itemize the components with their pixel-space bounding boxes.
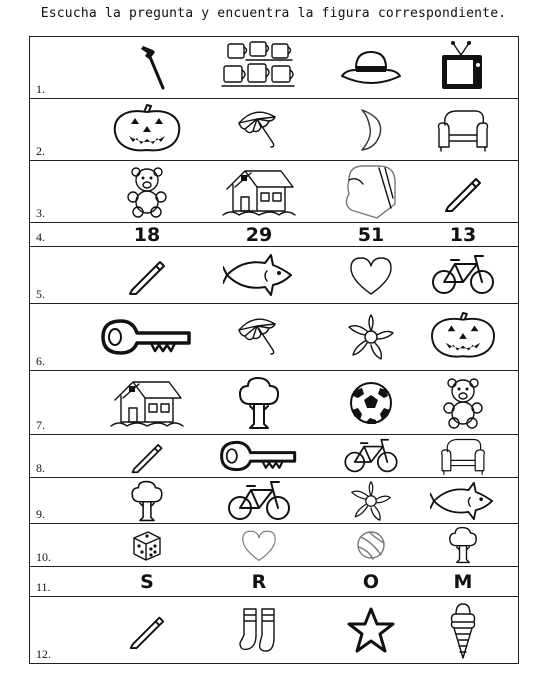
answer-option[interactable]: 13 <box>449 223 477 246</box>
tree-icon[interactable] <box>204 371 314 434</box>
heart-icon[interactable] <box>204 524 314 566</box>
answer-option[interactable]: M <box>453 570 473 593</box>
dice-icon[interactable] <box>92 524 202 566</box>
table-row <box>30 597 518 663</box>
mugs-icon[interactable] <box>204 37 314 98</box>
house-icon[interactable] <box>92 371 202 434</box>
table-row <box>30 304 518 371</box>
row-number: 3. <box>36 206 45 220</box>
table-row <box>30 161 518 223</box>
answer-option[interactable]: R <box>251 570 267 593</box>
bicycle-icon[interactable] <box>408 247 518 303</box>
answer-option[interactable]: 51 <box>357 223 385 246</box>
answer-option[interactable]: S <box>140 570 154 593</box>
pencil-icon[interactable] <box>92 435 202 477</box>
row-number: 9. <box>36 507 45 521</box>
row-number: 5. <box>36 287 45 301</box>
pumpkin-icon[interactable] <box>408 304 518 370</box>
row-number: 10. <box>36 550 51 564</box>
answer-option[interactable]: 18 <box>133 223 161 246</box>
table-row <box>30 37 518 99</box>
house-icon[interactable] <box>204 161 314 222</box>
ice-cream-icon[interactable] <box>408 597 518 663</box>
row-number: 11. <box>36 580 51 594</box>
pumpkin-icon[interactable] <box>92 99 202 160</box>
umbrella-icon[interactable] <box>204 99 314 160</box>
table-row <box>30 524 518 567</box>
row-number: 7. <box>36 418 45 432</box>
socks-icon[interactable] <box>204 597 314 663</box>
table-row <box>30 247 518 304</box>
hammer-icon[interactable] <box>92 37 202 98</box>
tree-icon[interactable] <box>92 478 202 523</box>
pencil-icon[interactable] <box>92 597 202 663</box>
table-row <box>30 371 518 435</box>
worksheet-title: Escucha la pregunta y encuentra la figura correspondiente. <box>40 6 507 21</box>
key-icon[interactable] <box>92 304 202 370</box>
table-row <box>30 223 518 247</box>
teddy-bear-icon[interactable] <box>408 371 518 434</box>
row-number: 2. <box>36 144 45 158</box>
teddy-bear-icon[interactable] <box>92 161 202 222</box>
umbrella-icon[interactable] <box>204 304 314 370</box>
answer-option[interactable]: O <box>362 570 380 593</box>
tree-icon[interactable] <box>408 524 518 566</box>
table-row <box>30 478 518 524</box>
row-number: 4. <box>36 230 45 244</box>
pencil-icon[interactable] <box>408 161 518 222</box>
fish-icon[interactable] <box>204 247 314 303</box>
tv-icon[interactable] <box>408 37 518 98</box>
worksheet-table <box>29 36 519 664</box>
table-row <box>30 567 518 597</box>
row-number: 8. <box>36 461 45 475</box>
answer-option[interactable]: 29 <box>245 223 273 246</box>
row-number: 1. <box>36 82 45 96</box>
pencil-icon[interactable] <box>92 247 202 303</box>
armchair-icon[interactable] <box>408 99 518 160</box>
row-number: 6. <box>36 354 45 368</box>
table-row <box>30 435 518 478</box>
row-number: 12. <box>36 647 51 661</box>
key-icon[interactable] <box>204 435 314 477</box>
armchair-icon[interactable] <box>408 435 518 477</box>
fish-icon[interactable] <box>408 478 518 523</box>
bicycle-icon[interactable] <box>204 478 314 523</box>
table-row <box>30 99 518 161</box>
